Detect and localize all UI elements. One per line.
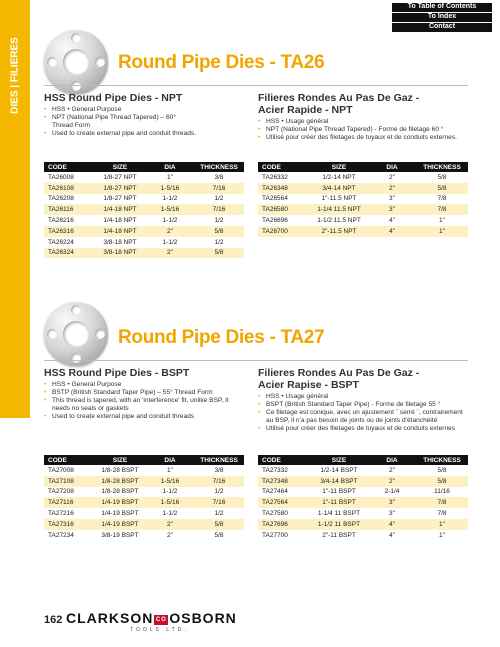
- table-row: [44, 519, 244, 530]
- column-header: CODE: [44, 162, 94, 172]
- column-header: CODE: [258, 455, 310, 465]
- table-row: [44, 508, 244, 519]
- table-row: [44, 248, 244, 259]
- dia-cell: 2": [146, 519, 194, 530]
- dia-cell: 2-1/4: [384, 488, 400, 496]
- code-cell: TA27332: [262, 466, 288, 474]
- divider: [44, 360, 468, 361]
- column-header: CODE: [258, 162, 310, 172]
- size-cell: 1/4-19 BSPT: [94, 519, 146, 530]
- table-row: [44, 476, 244, 487]
- brand-logo: [66, 610, 237, 626]
- page-number: 162: [44, 614, 63, 626]
- size-cell: 1/8-27 NPT: [94, 183, 146, 194]
- code-cell: TA27696: [258, 519, 310, 530]
- code-cell: TA27108: [44, 476, 94, 487]
- code-cell: TA27208: [48, 488, 74, 496]
- table-row: [258, 530, 468, 541]
- size-cell: 1-1/2 11.5 NPT: [317, 217, 361, 225]
- brand-seal: CO: [155, 617, 167, 623]
- table-row: [258, 519, 468, 530]
- dia-cell: 2": [146, 226, 194, 237]
- size-cell: 1/4-19 BSPT: [101, 510, 139, 518]
- dia-cell: 1": [167, 466, 173, 474]
- table-row: [44, 226, 244, 237]
- list-item: • Used to create external pipe and conduit threads: [44, 413, 244, 421]
- list-item: • Ce filetage est conique, avec un ajustement ¨ serré ¨, contrairement au BSP, il n'a pas besoin de joints ou de joints d'étanchéité: [258, 409, 470, 425]
- thickness-cell: 3/8: [214, 173, 224, 181]
- size-cell: 3/8-18 NPT: [94, 248, 146, 259]
- size-cell: 1/4-18 NPT: [94, 204, 146, 215]
- thickness-cell: 1": [439, 217, 445, 225]
- list-item: • HSS • General Purpose: [44, 106, 224, 114]
- column-header: THICKNESS: [194, 455, 244, 465]
- spec-table-left: [44, 455, 244, 541]
- list-item: • NPT (National Pipe Thread Tapered) – 60° Thread Form: [44, 114, 182, 130]
- thickness-cell: 3/8: [214, 466, 224, 474]
- table-row: [258, 172, 468, 183]
- code-cell: TA26208: [48, 195, 74, 203]
- code-cell: TA26324: [44, 248, 94, 259]
- size-cell: 3/8-18 NPT: [103, 238, 137, 246]
- dia-cell: 2": [146, 248, 194, 259]
- en-heading: HSS Round Pipe Dies - BSPT: [44, 367, 190, 379]
- code-cell: TA26696: [262, 217, 288, 225]
- dia-cell: 2": [389, 173, 395, 181]
- brand-name-left: CLARKSON: [66, 610, 154, 626]
- fr-heading: Filieres Rondes Au Pas De Gaz - Acier Rapide - NPT: [258, 92, 420, 116]
- dia-cell: 1-1/2: [162, 195, 178, 203]
- table-row: [258, 183, 468, 194]
- thickness-cell: 7/8: [437, 195, 447, 203]
- en-bullet-list: [44, 381, 244, 421]
- list-item: • BSTP (British Standard Taper Pipe) – 55° Thread Form: [44, 389, 244, 397]
- column-header: THICKNESS: [416, 455, 468, 465]
- thickness-cell: 7/16: [194, 183, 244, 194]
- dia-cell: 1-1/2: [162, 217, 178, 225]
- code-cell: TA27564: [258, 497, 310, 508]
- column-header: SIZE: [94, 162, 146, 172]
- table-row: [44, 194, 244, 205]
- table-row: [258, 226, 468, 237]
- dia-cell: 4": [368, 226, 416, 237]
- size-cell: 1-1/4 11 BSPT: [317, 510, 361, 518]
- size-cell: 1-1/4 11.5 NPT: [310, 204, 368, 215]
- size-cell: 1/4-18 NPT: [103, 217, 137, 225]
- size-cell: 1/4-19 BSPT: [94, 497, 146, 508]
- section-title: Round Pipe Dies - TA27: [118, 327, 325, 348]
- code-cell: TA26348: [258, 183, 310, 194]
- size-cell: 1"-11 BSPT: [310, 497, 368, 508]
- en-bullet-list: [44, 106, 224, 138]
- size-cell: 1/8-28 BSPT: [101, 488, 139, 496]
- size-cell: 1"-11.5 NPT: [321, 195, 357, 203]
- list-item: • Utilisé pour créer des filetages de tuyaux et de conduits externes: [258, 425, 470, 433]
- table-row: [258, 215, 468, 226]
- dia-cell: 1-5/16: [146, 204, 194, 215]
- list-item: • Utilisé pour créer des filetages de tuyaux et de conduits externes.: [258, 134, 470, 142]
- table-row: [44, 183, 244, 194]
- thickness-cell: 5/8: [416, 183, 468, 194]
- fr-heading: Filieres Rondes Au Pas De Gaz - Acier Rapise - BSPT: [258, 367, 420, 391]
- thickness-cell: 1/2: [214, 510, 224, 518]
- table-row: [44, 172, 244, 183]
- dia-cell: 1-5/16: [146, 183, 194, 194]
- brand-name-right: OSBORN: [169, 610, 237, 626]
- table-row: [44, 530, 244, 541]
- column-header: SIZE: [94, 455, 146, 465]
- size-cell: 1/8-27 NPT: [103, 173, 137, 181]
- code-cell: TA27234: [48, 531, 74, 539]
- table-row: [258, 497, 468, 508]
- column-header: DIA: [146, 162, 194, 172]
- nav-table-of-contents-link[interactable]: To Table of Contents: [392, 3, 492, 12]
- spec-table-right: [258, 455, 468, 541]
- code-cell: TA27700: [262, 531, 288, 539]
- size-cell: 1"-11 BSPT: [322, 488, 356, 496]
- thickness-cell: 1/2: [214, 195, 224, 203]
- nav-index-link[interactable]: To Index: [392, 13, 492, 22]
- dia-cell: 3": [389, 510, 395, 518]
- table-row: [44, 237, 244, 248]
- list-item: • Used to create external pipe and conduit threads.: [44, 130, 224, 138]
- thickness-cell: 1": [416, 226, 468, 237]
- dia-cell: 2": [368, 183, 416, 194]
- list-item: • NPT (National Pipe Thread Tapered) - Forme de filetage 60 °: [258, 126, 470, 134]
- size-cell: 2"-11 BSPT: [322, 531, 356, 539]
- brand-tagline: TOOLS LTD.: [130, 627, 189, 633]
- column-header: DIA: [368, 162, 416, 172]
- fr-bullet-list: [258, 118, 470, 142]
- dia-cell: 1-5/16: [146, 476, 194, 487]
- thickness-cell: 7/8: [437, 510, 447, 518]
- thickness-cell: 7/8: [416, 204, 468, 215]
- thickness-cell: 7/16: [194, 476, 244, 487]
- code-cell: TA26216: [48, 217, 74, 225]
- thickness-cell: 1": [416, 519, 468, 530]
- spec-table-right: [258, 162, 468, 237]
- table-row: [258, 487, 468, 498]
- dia-cell: 2": [167, 531, 173, 539]
- size-cell: 2"-11.5 NPT: [310, 226, 368, 237]
- table-row: [258, 194, 468, 205]
- table-row: [258, 204, 468, 215]
- thickness-cell: 7/16: [194, 204, 244, 215]
- table-row: [44, 204, 244, 215]
- thickness-cell: 5/8: [194, 248, 244, 259]
- table-row: [44, 465, 244, 476]
- code-cell: TA26316: [44, 226, 94, 237]
- nav-contact-link[interactable]: Contact: [392, 23, 492, 32]
- dia-cell: 2": [368, 476, 416, 487]
- code-cell: TA26580: [258, 204, 310, 215]
- dia-cell: 1-1/2: [162, 488, 178, 496]
- column-header: SIZE: [310, 455, 368, 465]
- list-item: • HSS • Usage général: [258, 118, 470, 126]
- size-cell: 1/2-14 BSPT: [320, 466, 358, 474]
- table-row: [44, 487, 244, 498]
- thickness-cell: 5/8: [437, 466, 447, 474]
- thickness-cell: 1/2: [214, 217, 224, 225]
- size-cell: 1/2-14 NPT: [322, 173, 356, 181]
- thickness-cell: 1/2: [214, 488, 224, 496]
- column-header: SIZE: [310, 162, 368, 172]
- column-header: DIA: [146, 455, 194, 465]
- table-row: [258, 508, 468, 519]
- column-header: CODE: [44, 455, 94, 465]
- divider: [44, 85, 468, 86]
- dia-cell: 1-5/16: [146, 497, 194, 508]
- code-cell: TA27580: [262, 510, 288, 518]
- code-cell: TA26700: [258, 226, 310, 237]
- thickness-cell: 5/8: [437, 173, 447, 181]
- thickness-cell: 1/2: [214, 238, 224, 246]
- column-header: THICKNESS: [416, 162, 468, 172]
- column-header: THICKNESS: [194, 162, 244, 172]
- thickness-cell: 5/8: [214, 531, 224, 539]
- dia-cell: 3": [368, 497, 416, 508]
- size-cell: 1/4-18 NPT: [94, 226, 146, 237]
- code-cell: TA26108: [44, 183, 94, 194]
- dia-cell: 3": [389, 195, 395, 203]
- thickness-cell: 1": [439, 531, 445, 539]
- table-row: [44, 497, 244, 508]
- code-cell: TA26332: [262, 173, 288, 181]
- code-cell: TA27316: [44, 519, 94, 530]
- table-row: [258, 465, 468, 476]
- thickness-cell: 7/8: [416, 497, 468, 508]
- en-heading: HSS Round Pipe Dies - NPT: [44, 92, 183, 104]
- size-cell: 1/8-28 BSPT: [94, 476, 146, 487]
- section-title: Round Pipe Dies - TA26: [118, 52, 325, 73]
- thickness-cell: 5/8: [194, 519, 244, 530]
- code-cell: TA26224: [48, 238, 74, 246]
- spec-table-left: [44, 162, 244, 258]
- table-row: [258, 476, 468, 487]
- size-cell: 3/4-14 BSPT: [310, 476, 368, 487]
- table-row: [44, 215, 244, 226]
- code-cell: TA27464: [262, 488, 288, 496]
- thickness-cell: 7/16: [194, 497, 244, 508]
- thickness-cell: 5/8: [194, 226, 244, 237]
- size-cell: 1/8-27 NPT: [103, 195, 137, 203]
- dia-cell: 4": [389, 217, 395, 225]
- code-cell: TA26564: [262, 195, 288, 203]
- sidebar-label: DIES | FILIERES: [9, 37, 21, 114]
- code-cell: TA27116: [44, 497, 94, 508]
- dia-cell: 3": [368, 204, 416, 215]
- dia-cell: 4": [389, 531, 395, 539]
- nav-links: [392, 3, 492, 33]
- thickness-cell: 11/16: [434, 488, 450, 496]
- size-cell: 3/8-19 BSPT: [101, 531, 139, 539]
- code-cell: TA27348: [258, 476, 310, 487]
- sidebar-tab: [0, 0, 30, 418]
- column-header: DIA: [368, 455, 416, 465]
- code-cell: TA27008: [48, 466, 74, 474]
- code-cell: TA26008: [48, 173, 74, 181]
- list-item: • HSS • Usage général: [258, 393, 470, 401]
- size-cell: 1-1/2 11 BSPT: [310, 519, 368, 530]
- dia-cell: 4": [368, 519, 416, 530]
- list-item: • BSPT (British Standard Taper Pipe) - Forme de filetage 55 °: [258, 401, 470, 409]
- dia-cell: 2": [389, 466, 395, 474]
- dia-cell: 1": [167, 173, 173, 181]
- thickness-cell: 5/8: [416, 476, 468, 487]
- fr-bullet-list: [258, 393, 470, 433]
- list-item: • HSS • General Purpose: [44, 381, 244, 389]
- size-cell: 3/4-14 NPT: [310, 183, 368, 194]
- round-die-image: [44, 302, 108, 366]
- code-cell: TA27216: [48, 510, 74, 518]
- list-item: • This thread is tapered, with an 'interference' fit, unlike BSP, it needs no seals or gaskets: [44, 397, 232, 413]
- dia-cell: 1-1/2: [162, 238, 178, 246]
- code-cell: TA26116: [44, 204, 94, 215]
- dia-cell: 1-1/2: [162, 510, 178, 518]
- size-cell: 1/8-28 BSPT: [101, 466, 139, 474]
